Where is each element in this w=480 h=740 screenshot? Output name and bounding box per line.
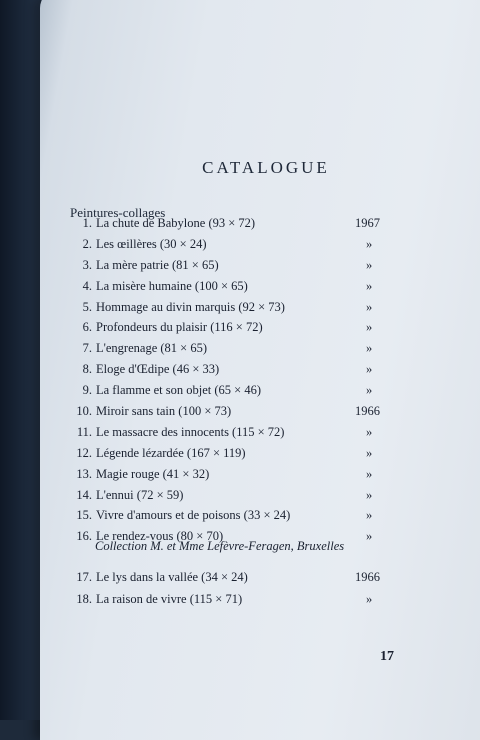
entry-title: Miroir sans tain (100 × 73) bbox=[96, 404, 232, 418]
entry-year: 1966 bbox=[355, 570, 380, 584]
entry-number: 2. bbox=[82, 237, 92, 251]
catalogue-entry bbox=[40, 237, 480, 257]
entry-year: 1966 bbox=[355, 404, 380, 418]
book-page bbox=[40, 0, 480, 740]
page-number: 17 bbox=[380, 649, 394, 664]
entry-year: » bbox=[366, 508, 373, 522]
entry-title: Vivre d'amours et de poisons (33 × 24) bbox=[96, 508, 291, 522]
catalogue-entry bbox=[40, 279, 480, 299]
entry-number: 5. bbox=[82, 300, 92, 314]
section-title: Peintures-collages bbox=[70, 205, 166, 220]
catalogue-entry bbox=[40, 362, 480, 382]
entry-title: Profondeurs du plaisir (116 × 72) bbox=[96, 320, 263, 334]
entry-title: La flamme et son objet (65 × 46) bbox=[96, 383, 261, 397]
entry-number: 7. bbox=[82, 341, 92, 355]
entry-title: La mère patrie (81 × 65) bbox=[96, 258, 219, 272]
entry-year: » bbox=[366, 488, 373, 502]
catalogue-entry bbox=[40, 467, 480, 487]
catalogue-entry bbox=[40, 488, 480, 508]
entry-number: 11. bbox=[76, 425, 92, 439]
entry-year: » bbox=[366, 383, 373, 397]
catalogue-entry bbox=[40, 320, 480, 340]
entry-title: La chute de Babylone (93 × 72) bbox=[96, 216, 256, 230]
entry-title: Légende lézardée (167 × 119) bbox=[96, 446, 246, 460]
entry-year: » bbox=[366, 258, 373, 272]
entry-year: » bbox=[366, 237, 373, 251]
catalogue-heading: CATALOGUE bbox=[202, 158, 330, 177]
entry-title: Hommage au divin marquis (92 × 73) bbox=[96, 300, 285, 314]
entry-year: » bbox=[366, 320, 373, 334]
entry-number: 14. bbox=[76, 488, 92, 502]
entry-title: Magie rouge (41 × 32) bbox=[96, 467, 210, 481]
catalogue-entry bbox=[40, 446, 480, 466]
entry-title: L'engrenage (81 × 65) bbox=[96, 341, 207, 355]
entry-title: La misère humaine (100 × 65) bbox=[96, 279, 248, 293]
collection-note: Collection M. et Mme Lefèvre-Feragen, Bruxelles bbox=[95, 539, 345, 553]
entry-number: 1. bbox=[82, 216, 92, 230]
catalogue-entry bbox=[40, 300, 480, 320]
entry-year: » bbox=[366, 279, 373, 293]
entry-title: Le lys dans la vallée (34 × 24) bbox=[96, 570, 248, 584]
entry-number: 13. bbox=[76, 467, 92, 481]
catalogue-entry bbox=[40, 404, 480, 424]
entry-number: 10. bbox=[76, 404, 92, 418]
entry-title: Le massacre des innocents (115 × 72) bbox=[96, 425, 285, 439]
catalogue-entry bbox=[40, 341, 480, 361]
catalogue-entry bbox=[40, 216, 480, 236]
entry-number: 18. bbox=[76, 592, 92, 606]
catalogue-entry bbox=[40, 570, 480, 590]
entry-year: » bbox=[366, 592, 373, 606]
entry-year: » bbox=[366, 362, 373, 376]
entry-title: Les œillères (30 × 24) bbox=[96, 237, 207, 251]
entry-number: 16. bbox=[76, 529, 92, 543]
entry-number: 9. bbox=[82, 383, 92, 397]
catalogue-entry bbox=[40, 383, 480, 403]
entry-year: » bbox=[366, 425, 373, 439]
entry-title: L'ennui (72 × 59) bbox=[96, 488, 184, 502]
entry-title: La raison de vivre (115 × 71) bbox=[96, 592, 243, 606]
entry-number: 17. bbox=[76, 570, 92, 584]
catalogue-entry bbox=[40, 425, 480, 445]
entry-number: 3. bbox=[82, 258, 92, 272]
catalogue-entry bbox=[40, 508, 480, 528]
entry-year: » bbox=[366, 467, 373, 481]
entry-number: 8. bbox=[82, 362, 92, 376]
entry-year: » bbox=[366, 300, 373, 314]
entry-year: » bbox=[366, 341, 373, 355]
entry-number: 15. bbox=[76, 508, 92, 522]
entry-title: Eloge d'Œdipe (46 × 33) bbox=[96, 362, 220, 376]
entry-number: 4. bbox=[82, 279, 92, 293]
entry-year: 1967 bbox=[355, 216, 380, 230]
catalogue-entry bbox=[40, 592, 480, 612]
entry-title: Le rendez-vous (80 × 70) bbox=[96, 529, 224, 543]
entry-year: » bbox=[366, 446, 373, 460]
entry-number: 12. bbox=[76, 446, 92, 460]
entry-year: » bbox=[366, 529, 373, 543]
catalogue-entry bbox=[40, 258, 480, 278]
entry-number: 6. bbox=[82, 320, 92, 334]
